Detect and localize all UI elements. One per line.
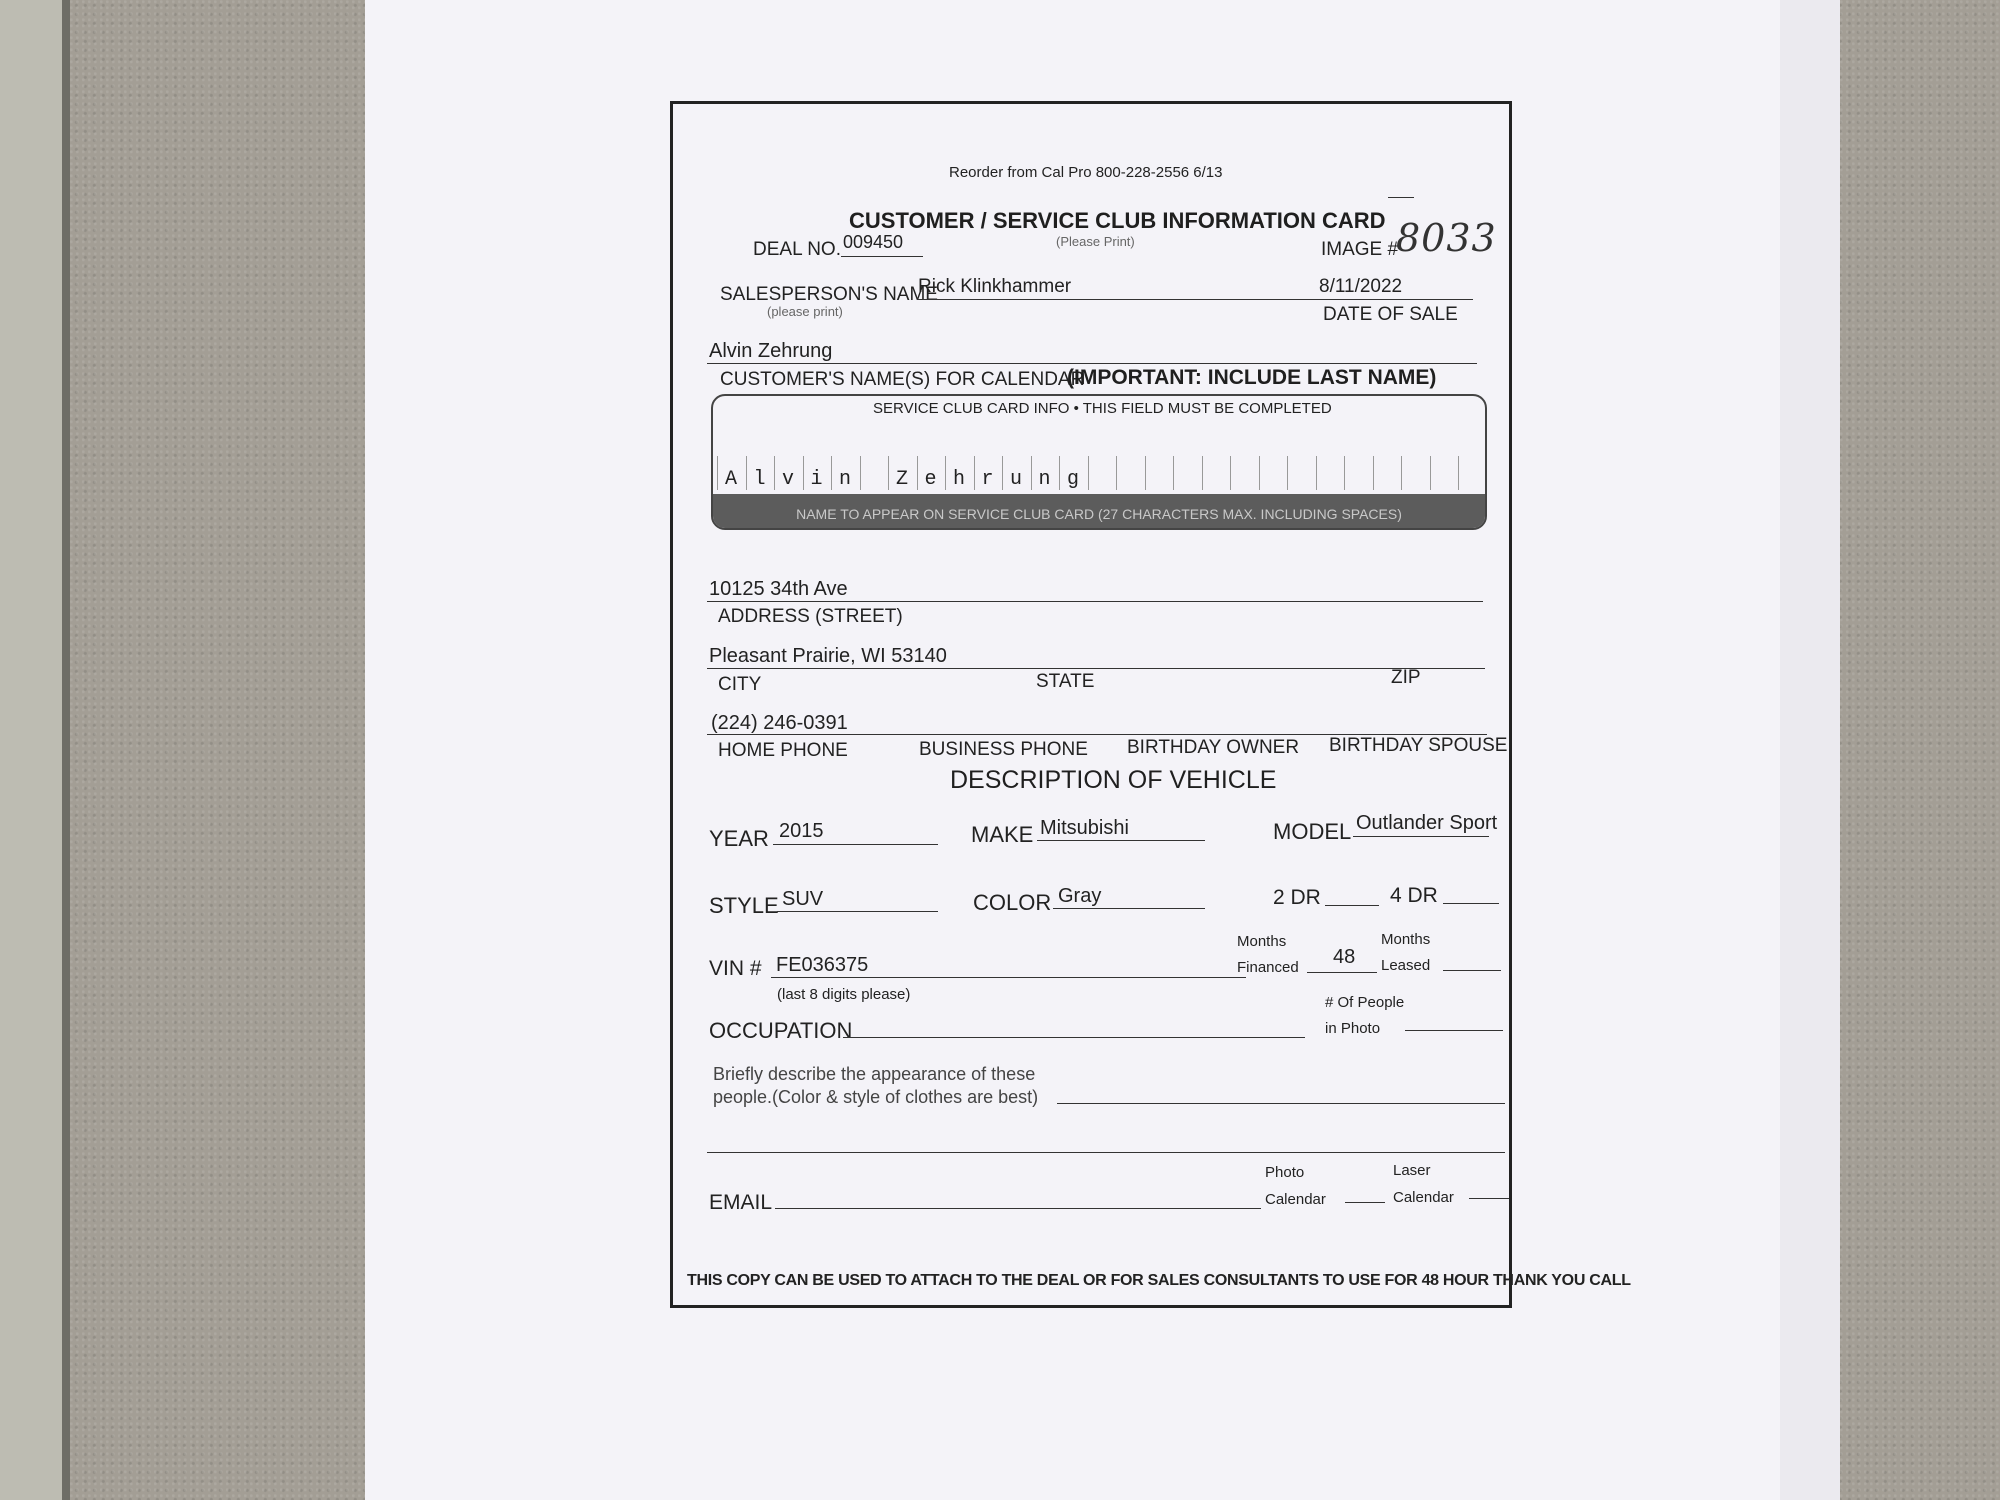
address-label: ADDRESS (STREET) [718,606,903,627]
deal-no-label: DEAL NO. [753,239,841,260]
style-label: STYLE [709,893,779,918]
year-value: 2015 [779,820,824,842]
character-slot-tick [1430,456,1431,490]
card-character: A [724,468,737,491]
character-slot-tick [1458,456,1459,490]
make-value: Mitsubishi [1040,817,1129,839]
city-label: CITY [718,674,762,695]
background-left-edge [0,0,70,1500]
birthday-spouse-label: BIRTHDAY SPOUSE [1329,735,1508,756]
year-label: YEAR [709,826,769,851]
character-slot-tick [1373,456,1374,490]
card-character: l [753,468,766,491]
card-character: u [1009,468,1022,491]
card-character: n [838,468,851,491]
character-slot-tick [1230,456,1231,490]
laser-calendar-label: Calendar [1393,1189,1454,1206]
please-print-note: (Please Print) [1056,234,1135,249]
footer-note: THIS COPY CAN BE USED TO ATTACH TO THE DEAL OR FOR SALES CONSULTANTS TO USE FOR 48 HOUR THANK YOU CALL [687,1272,1631,1289]
service-club-card-box [711,394,1487,530]
image-number-handwritten: 8033 [1396,216,1497,260]
vin-note: (last 8 digits please) [777,986,911,1003]
reorder-note: Reorder from Cal Pro 800-228-2556 6/13 [949,164,1223,181]
card-character: n [1038,468,1051,491]
deal-no-value: 009450 [843,232,904,252]
date-of-sale-value: 8/11/2022 [1319,276,1403,297]
business-phone-label: BUSINESS PHONE [919,739,1088,760]
background-divider [62,0,70,1500]
color-value: Gray [1058,885,1102,907]
card-character: h [952,468,965,491]
months-financed-value: 48 [1333,946,1356,968]
laser-calendar-label-top: Laser [1393,1162,1431,1179]
email-label: EMAIL [709,1191,773,1214]
photo-calendar-label-top: Photo [1265,1164,1305,1181]
city-value: Pleasant Prairie, WI 53140 [709,645,947,667]
card-character: v [781,468,794,491]
date-of-sale-label: DATE OF SALE [1323,304,1458,325]
character-slot-tick [1202,456,1203,490]
character-slot-tick [1145,456,1146,490]
character-slot-tick [1173,456,1174,490]
people-in-photo-label: # Of People [1325,994,1405,1011]
vin-label: VIN # [709,957,762,980]
address-value: 10125 34th Ave [709,578,848,600]
model-value: Outlander Sport [1356,812,1498,834]
character-slot-tick [1344,456,1345,490]
zip-label: ZIP [1391,667,1421,688]
service-club-information-card [670,101,1631,1308]
card-character: Z [895,468,908,491]
character-slot-tick [1116,456,1117,490]
character-slot-tick [1316,456,1317,490]
in-photo-label: in Photo [1325,1020,1381,1037]
vin-value: FE036375 [776,954,869,976]
home-phone-value: (224) 246-0391 [711,712,848,734]
describe-prompt-line1: Briefly describe the appearance of these [713,1064,1036,1084]
form-title: CUSTOMER / SERVICE CLUB INFORMATION CARD [849,208,1386,233]
card-band-label: NAME TO APPEAR ON SERVICE CLUB CARD (27 CHARACTERS MAX. INCLUDING SPACES) [796,506,1402,522]
customer-name-label: CUSTOMER'S NAME(S) FOR CALENDAR [720,369,1085,390]
describe-prompt-line2: people.(Color & style of clothes are best) [713,1087,1039,1107]
character-slot-tick [1259,456,1260,490]
salesperson-label: SALESPERSON'S NAME [720,284,938,305]
card-character: e [924,468,937,491]
color-label: COLOR [973,890,1052,915]
make-label: MAKE [971,822,1034,847]
model-label: MODEL [1273,819,1352,844]
character-slot-tick [1401,456,1402,490]
vehicle-heading: DESCRIPTION OF VEHICLE [950,766,1277,794]
birthday-owner-label: BIRTHDAY OWNER [1127,737,1300,758]
occupation-label: OCCUPATION [709,1018,853,1043]
style-value: SUV [782,888,824,910]
months-financed-label: Financed [1237,959,1299,976]
months-leased-label: Leased [1381,957,1431,974]
card-info-label: SERVICE CLUB CARD INFO • THIS FIELD MUST BE COMPLETED [873,400,1332,417]
two-door-label: 2 DR [1273,886,1321,909]
character-slot-tick [1487,456,1488,490]
image-label: IMAGE # [1321,239,1399,260]
important-note: (IMPORTANT: INCLUDE LAST NAME) [1067,366,1437,389]
state-label: STATE [1036,671,1095,692]
salesperson-value: Rick Klinkhammer [918,276,1072,297]
character-slot-tick [860,456,861,490]
card-character: i [810,468,823,491]
paper-shadow-strip [1780,0,1840,1500]
months-financed-label-top: Months [1237,933,1287,950]
please-print-small: (please print) [767,304,843,319]
card-character: r [981,468,994,491]
card-character: g [1066,468,1079,491]
customer-name-value: Alvin Zehrung [709,340,833,362]
character-slot-tick [1287,456,1288,490]
character-slot-tick [1088,456,1089,490]
photo-calendar-label: Calendar [1265,1191,1326,1208]
home-phone-label: HOME PHONE [718,740,848,761]
four-door-label: 4 DR [1390,884,1438,907]
months-leased-label-top: Months [1381,931,1431,948]
